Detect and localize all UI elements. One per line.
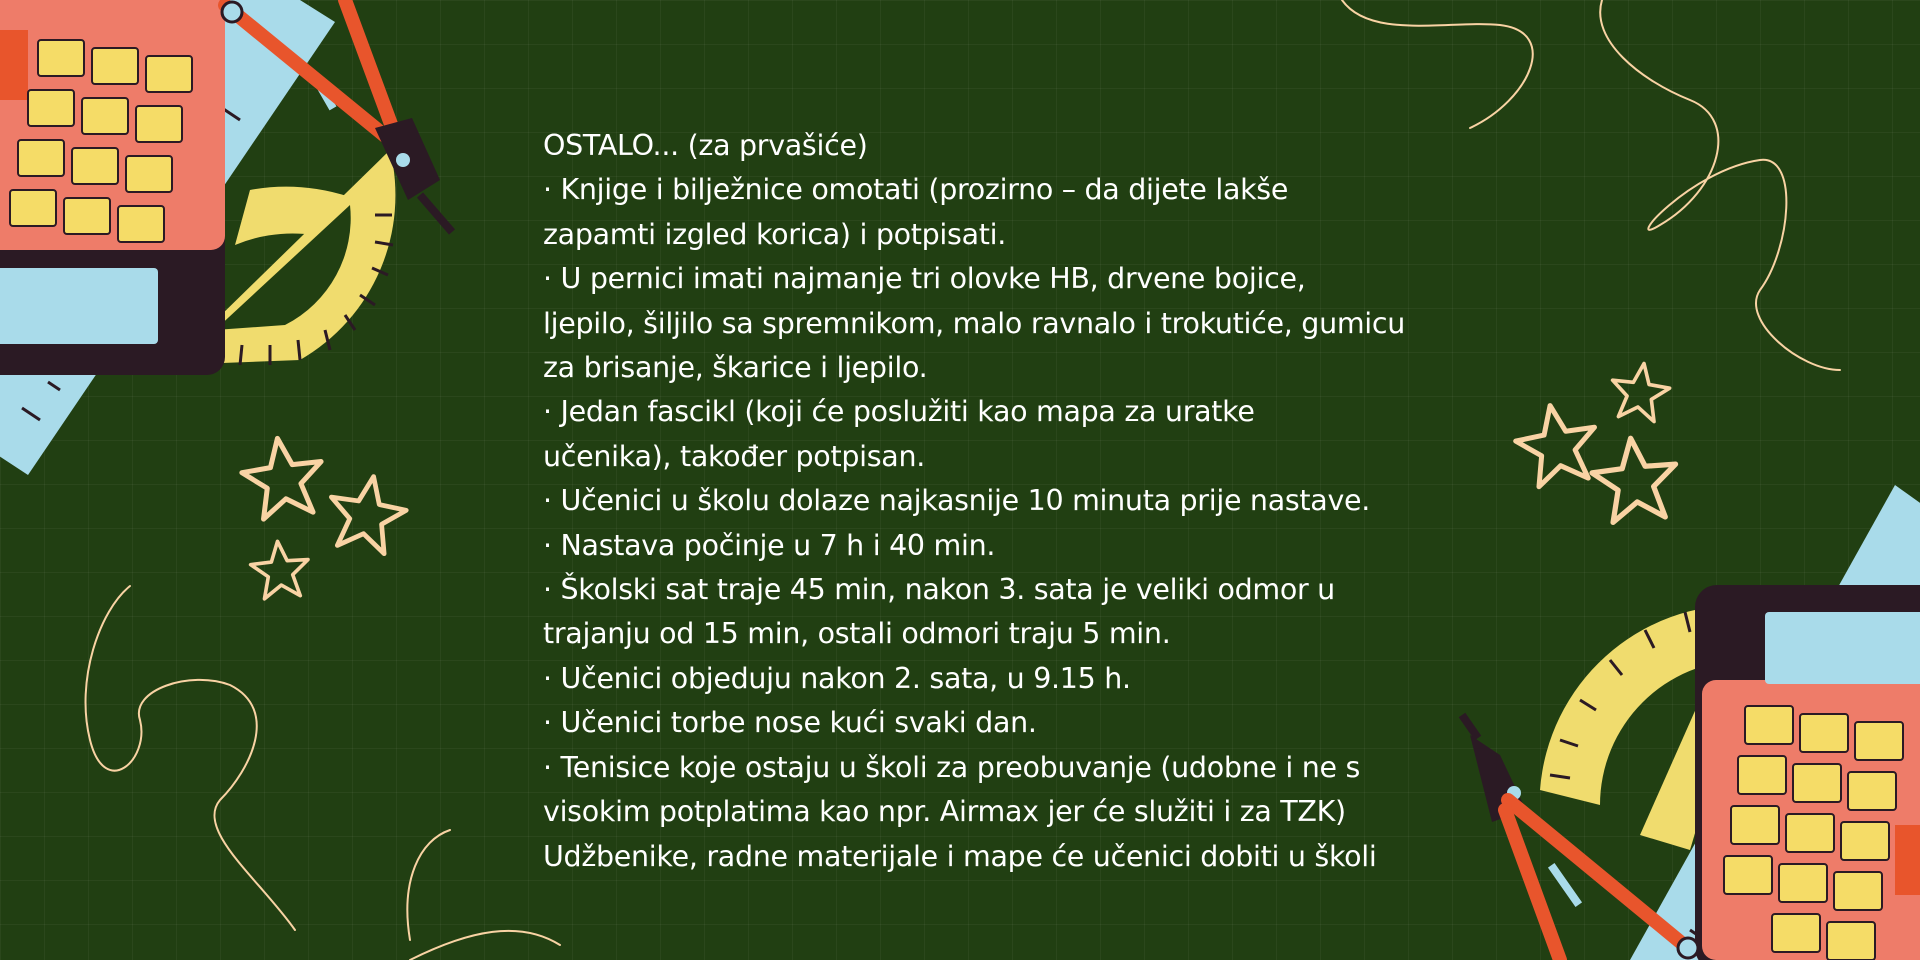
squiggle-line [1600,0,1840,370]
notice-line: visokim potplatima kao npr. Airmax jer će služiti i za TZK) [543,795,1346,829]
calculator-icon [1695,585,1920,960]
notice-line: · U pernici imati najmanje tri olovke HB, drvene bojice, [543,262,1306,296]
star-icon [1511,399,1603,490]
notice-line: zapamti izgled korica) i potpisati. [543,217,1006,251]
squiggle-line [407,830,450,940]
notice-line: · Učenici u školu dolaze najkasnije 10 minuta prije nastave. [543,484,1371,518]
notice-line: učenika), također potpisan. [543,439,925,473]
notice-line: ljepilo, šiljilo sa spremnikom, malo ravnalo i trokutiće, gumicu [543,306,1406,340]
notice-line: · Nastava počinje u 7 h i 40 min. [543,528,996,562]
notice-line: · Jedan fascikl (koji će poslužiti kao mapa za uratke [543,395,1255,429]
squiggle-line [86,586,295,930]
star-icon [323,470,411,556]
squiggle-line [410,931,560,960]
notice-line: · Učenici objeduju nakon 2. sata, u 9.15 h. [543,661,1131,695]
star-icon [249,539,311,600]
notice-line: trajanju od 15 min, ostali odmori traju 5 min. [543,617,1171,651]
notice-line: · Tenisice koje ostaju u školi za preobuvanje (udobne i ne s [543,750,1361,784]
notice-line: · Školski sat traje 45 min, nakon 3. sata je veliki odmor u [543,573,1335,607]
notice-line: · Knjige i bilježnice omotati (prozirno – da dijete lakše [543,173,1289,207]
calculator-icon [0,0,225,375]
notice-line: · Učenici torbe nose kući svaki dan. [543,706,1037,740]
squiggle-line [1342,0,1533,128]
star-icon [238,433,328,521]
notice-text-block [543,124,1483,879]
notice-heading: OSTALO... (za prvašiće) [543,129,868,162]
star-icon [1589,434,1681,524]
notice-line: Udžbenike, radne materijale i mape će učenici dobiti u školi [543,839,1377,873]
star-icon [1608,359,1673,423]
notice-line: za brisanje, škarice i ljepilo. [543,351,928,385]
